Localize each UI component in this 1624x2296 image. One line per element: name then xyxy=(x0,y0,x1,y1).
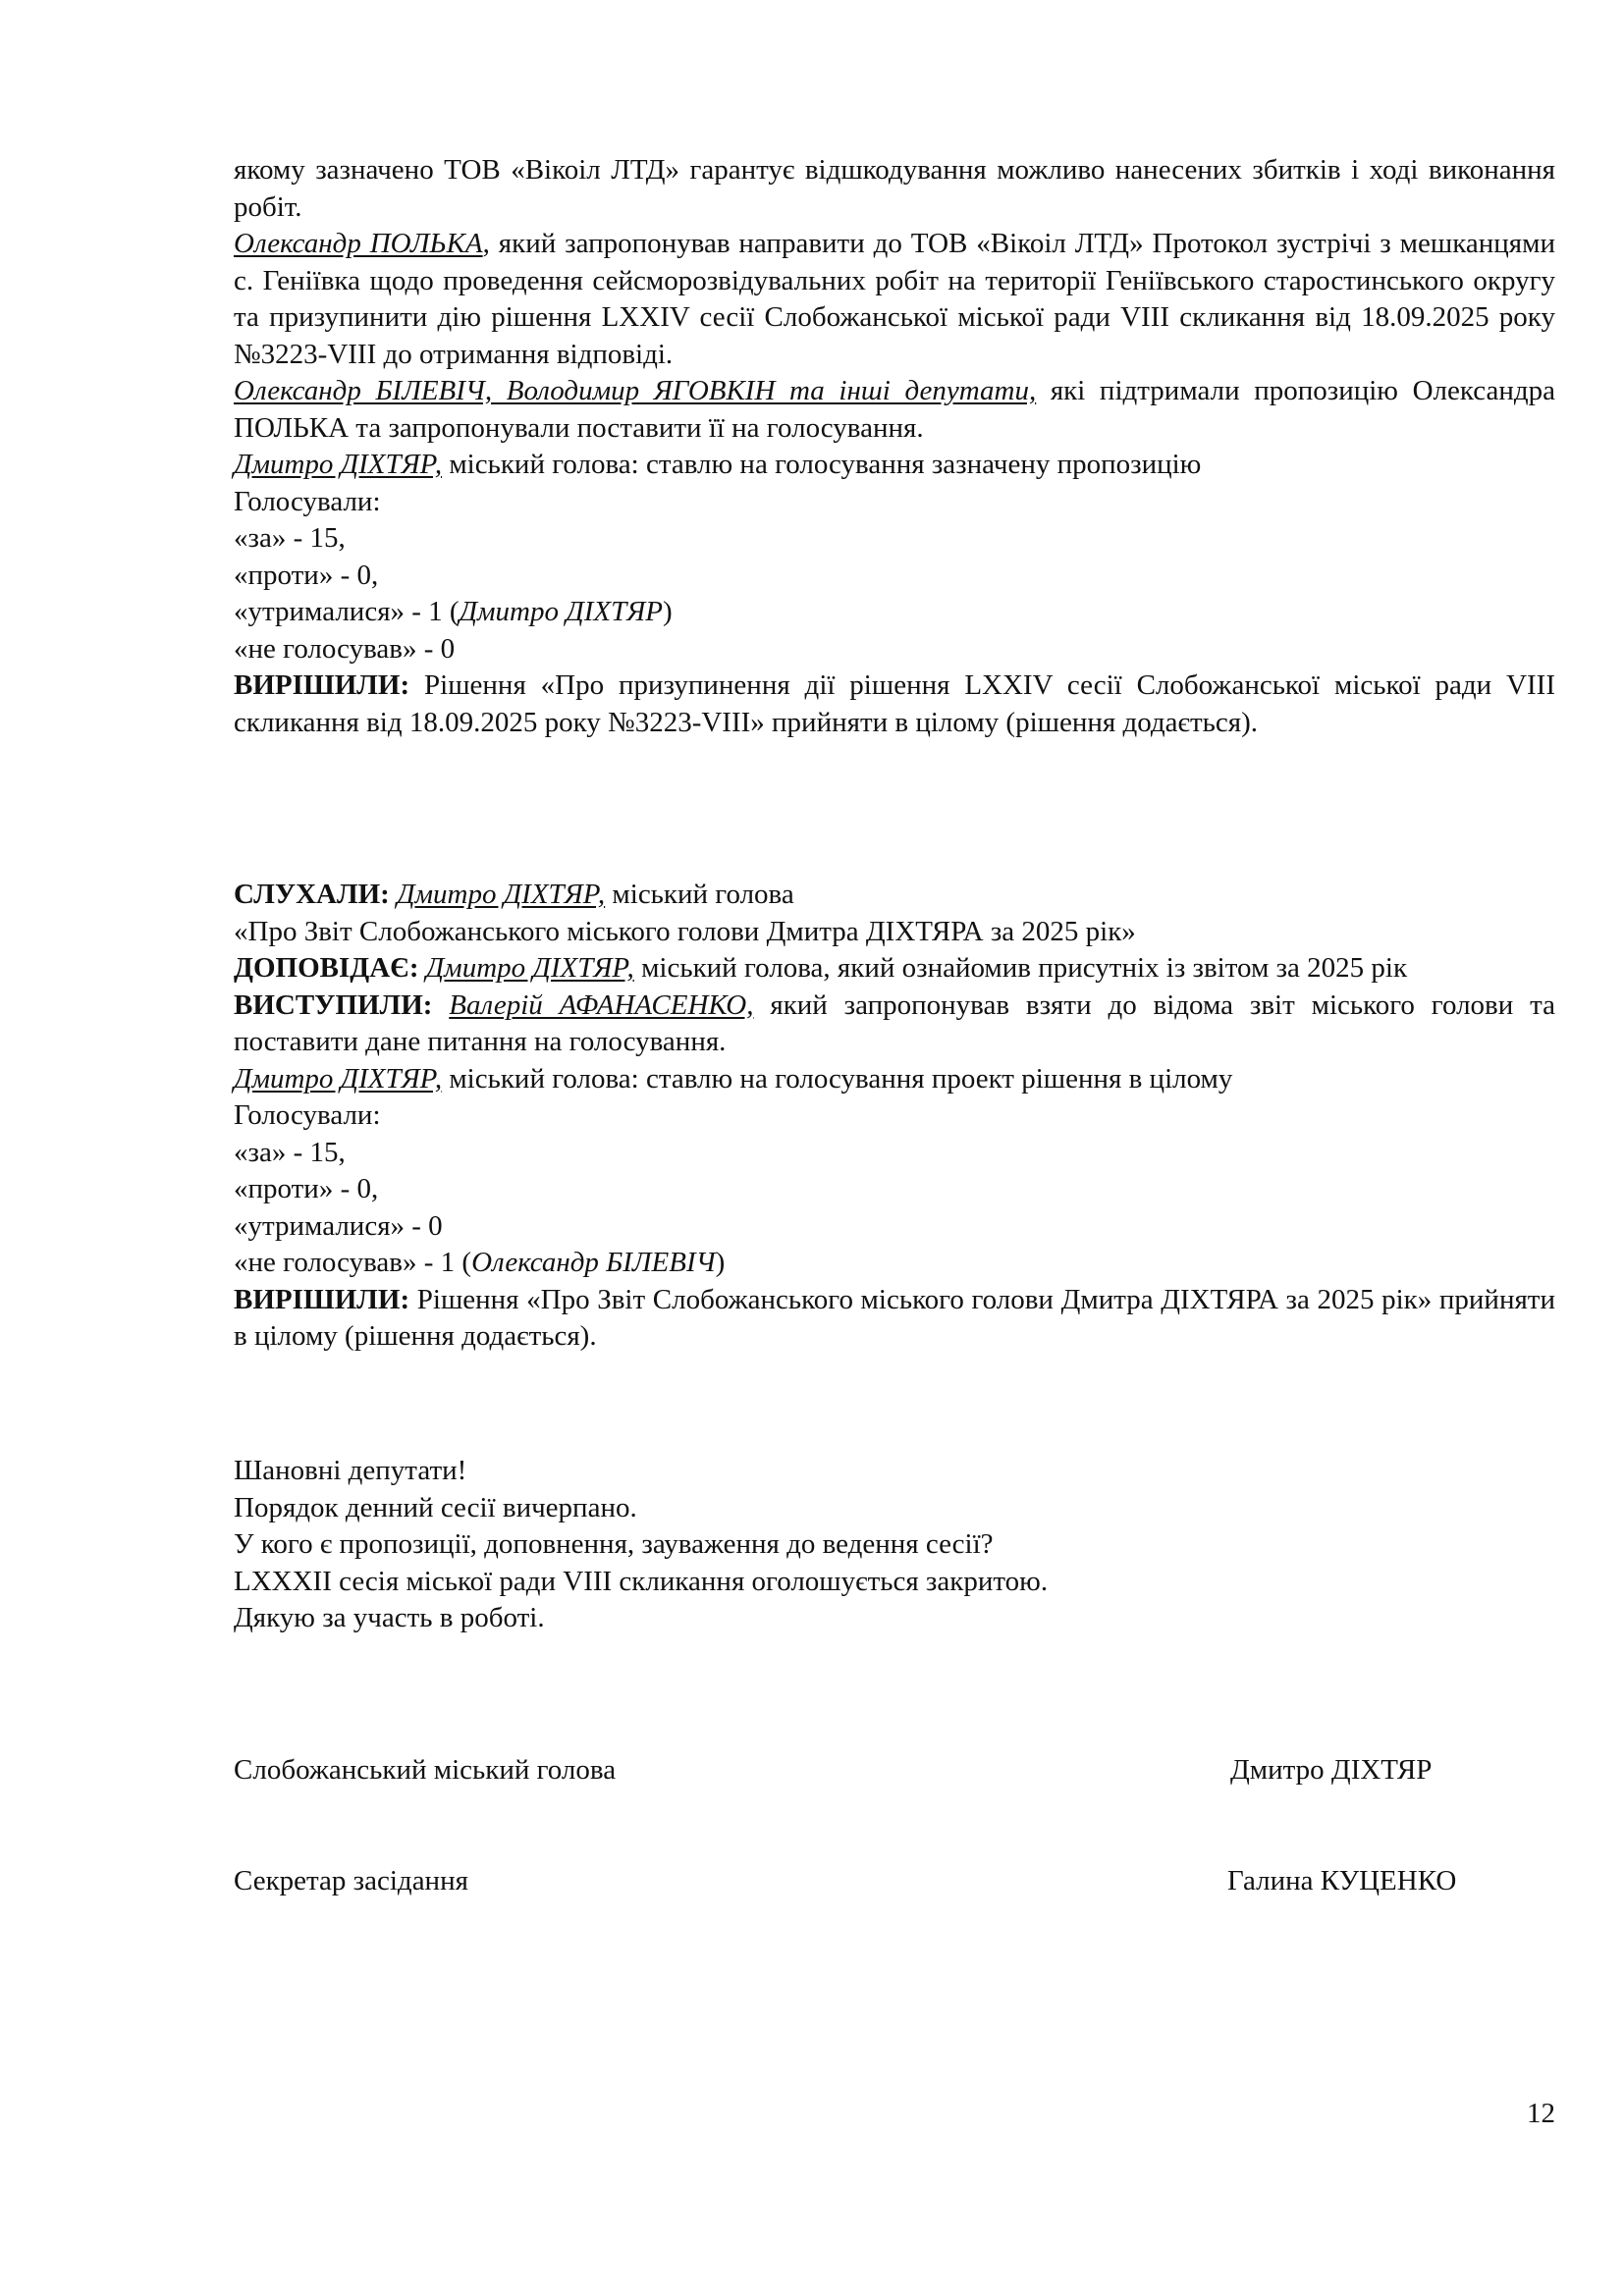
closing-line: У кого є пропозиції, доповнення, зауваження до ведення сесії? xyxy=(234,1528,994,1560)
page-number: 12 xyxy=(1527,2098,1555,2129)
signature-secretary-name: Галина КУЦЕНКО xyxy=(1227,1865,1457,1896)
spoke-paragraph: ВИСТУПИЛИ: Валерій АФАНАСЕНКО, який запропонував взяти до відома звіт міського голови та поставити дане питання на голосування. xyxy=(234,988,1556,1057)
reports-label: ДОПОВІДАЄ: xyxy=(234,952,419,984)
vote-title: Голосували: xyxy=(234,1099,381,1131)
closing-line: Порядок денний сесії вичерпано. xyxy=(234,1491,637,1523)
decision-paragraph: ВИРІШИЛИ: Рішення «Про призупинення дії рішення LXXIV сесії Слобожанської міської ради VIII скликання від 18.09.2025 року №3223-VIII» прийняти в цілому (рішення додається). xyxy=(234,669,1555,738)
heard-label: СЛУХАЛИ: xyxy=(234,879,390,910)
section-mayor-report xyxy=(234,877,1555,1356)
speaker-name: Валерій АФАНАСЕНКО, xyxy=(449,988,754,1021)
paragraph-guarantee: якому зазначено ТОВ «Вікоіл ЛТД» гарантує відшкодування можливо нанесених збитків і ході виконання робіт. xyxy=(234,154,1555,223)
speaker-name: Дмитро ДІХТЯР, xyxy=(397,879,606,910)
closing-line: Дякую за участь в роботі. xyxy=(234,1602,545,1633)
speaker-name: Дмитро ДІХТЯР, xyxy=(425,952,634,984)
closing-remarks xyxy=(234,1453,1555,1637)
vote-not-voted: «не голосував» - 1 (Олександр БІЛЕВІЧ) xyxy=(234,1247,726,1278)
vote-against: «проти» - 0, xyxy=(234,559,379,591)
vote-abstain: «утрималися» - 1 (Дмитро ДІХТЯР) xyxy=(234,596,673,627)
decision-label: ВИРІШИЛИ: xyxy=(234,669,410,701)
section-previous-item xyxy=(234,152,1555,741)
paragraph-mayor-vote-call: Дмитро ДІХТЯР, міський голова: ставлю на голосування зазначену пропозицію xyxy=(234,449,1202,480)
signature-head-name: Дмитро ДІХТЯР xyxy=(1230,1754,1433,1786)
paragraph-mayor-vote-call: Дмитро ДІХТЯР, міський голова: ставлю на голосування проект рішення в цілому xyxy=(234,1062,1233,1095)
signature-head-title: Слобожанський міський голова xyxy=(234,1754,617,1786)
spoke-label: ВИСТУПИЛИ: xyxy=(234,988,433,1021)
heard-paragraph: СЛУХАЛИ: Дмитро ДІХТЯР, міський голова xyxy=(234,879,794,910)
vote-against: «проти» - 0, xyxy=(234,1173,379,1204)
speaker-name: Олександр ПОЛЬКА xyxy=(234,228,483,259)
paragraph-polka-proposal: Олександр ПОЛЬКА, який запропонував направити до ТОВ «Вікоіл ЛТД» Протокол зустрічі з мешканцями с. Геніївка щодо проведення сейсморозвідувальних робіт на території Геніївського старостинського округу та призупинити дію рішення LXXIV сесії Слобожанської міської ради VIII скликання від 18.09.2025 року №3223-VIII до отримання відповіді. xyxy=(234,228,1555,370)
speaker-name: Дмитро ДІХТЯР, xyxy=(234,1062,443,1095)
vote-for: «за» - 15, xyxy=(234,522,346,554)
decision-paragraph: ВИРІШИЛИ: Рішення «Про Звіт Слобожанського міського голови Дмитра ДІХТЯРА за 2025 рік» прийняти в цілому (рішення додається). xyxy=(234,1283,1555,1352)
closing-line: LXXXII сесія міської ради VIII скликання оголошується закритою. xyxy=(234,1565,1049,1597)
vote-title: Голосували: xyxy=(234,485,381,517)
speaker-name: Дмитро ДІХТЯР, xyxy=(234,449,443,480)
paragraph-support: Олександр БІЛЕВІЧ, Володимир ЯГОВКІН та інші депутати, які підтримали пропозицію Олександра ПОЛЬКА та запропонували поставити її на голосування. xyxy=(234,375,1555,444)
vote-abstain: «утрималися» - 0 xyxy=(234,1209,443,1242)
reports-paragraph: ДОПОВІДАЄ: Дмитро ДІХТЯР, міський голова, який ознайомив присутніх із звітом за 2025 рік xyxy=(234,952,1408,984)
topic-line: «Про Звіт Слобожанського міського голови Дмитра ДІХТЯРА за 2025 рік» xyxy=(234,915,1136,947)
decision-label: ВИРІШИЛИ: xyxy=(234,1283,410,1315)
closing-line: Шановні депутати! xyxy=(234,1455,467,1486)
signature-secretary-title: Секретар засідання xyxy=(234,1865,468,1896)
vote-for: «за» - 15, xyxy=(234,1136,346,1168)
vote-not-voted: «не голосував» - 0 xyxy=(234,632,456,665)
speaker-name: Олександр БІЛЕВІЧ, Володимир ЯГОВКІН та інші депутати, xyxy=(234,375,1037,406)
